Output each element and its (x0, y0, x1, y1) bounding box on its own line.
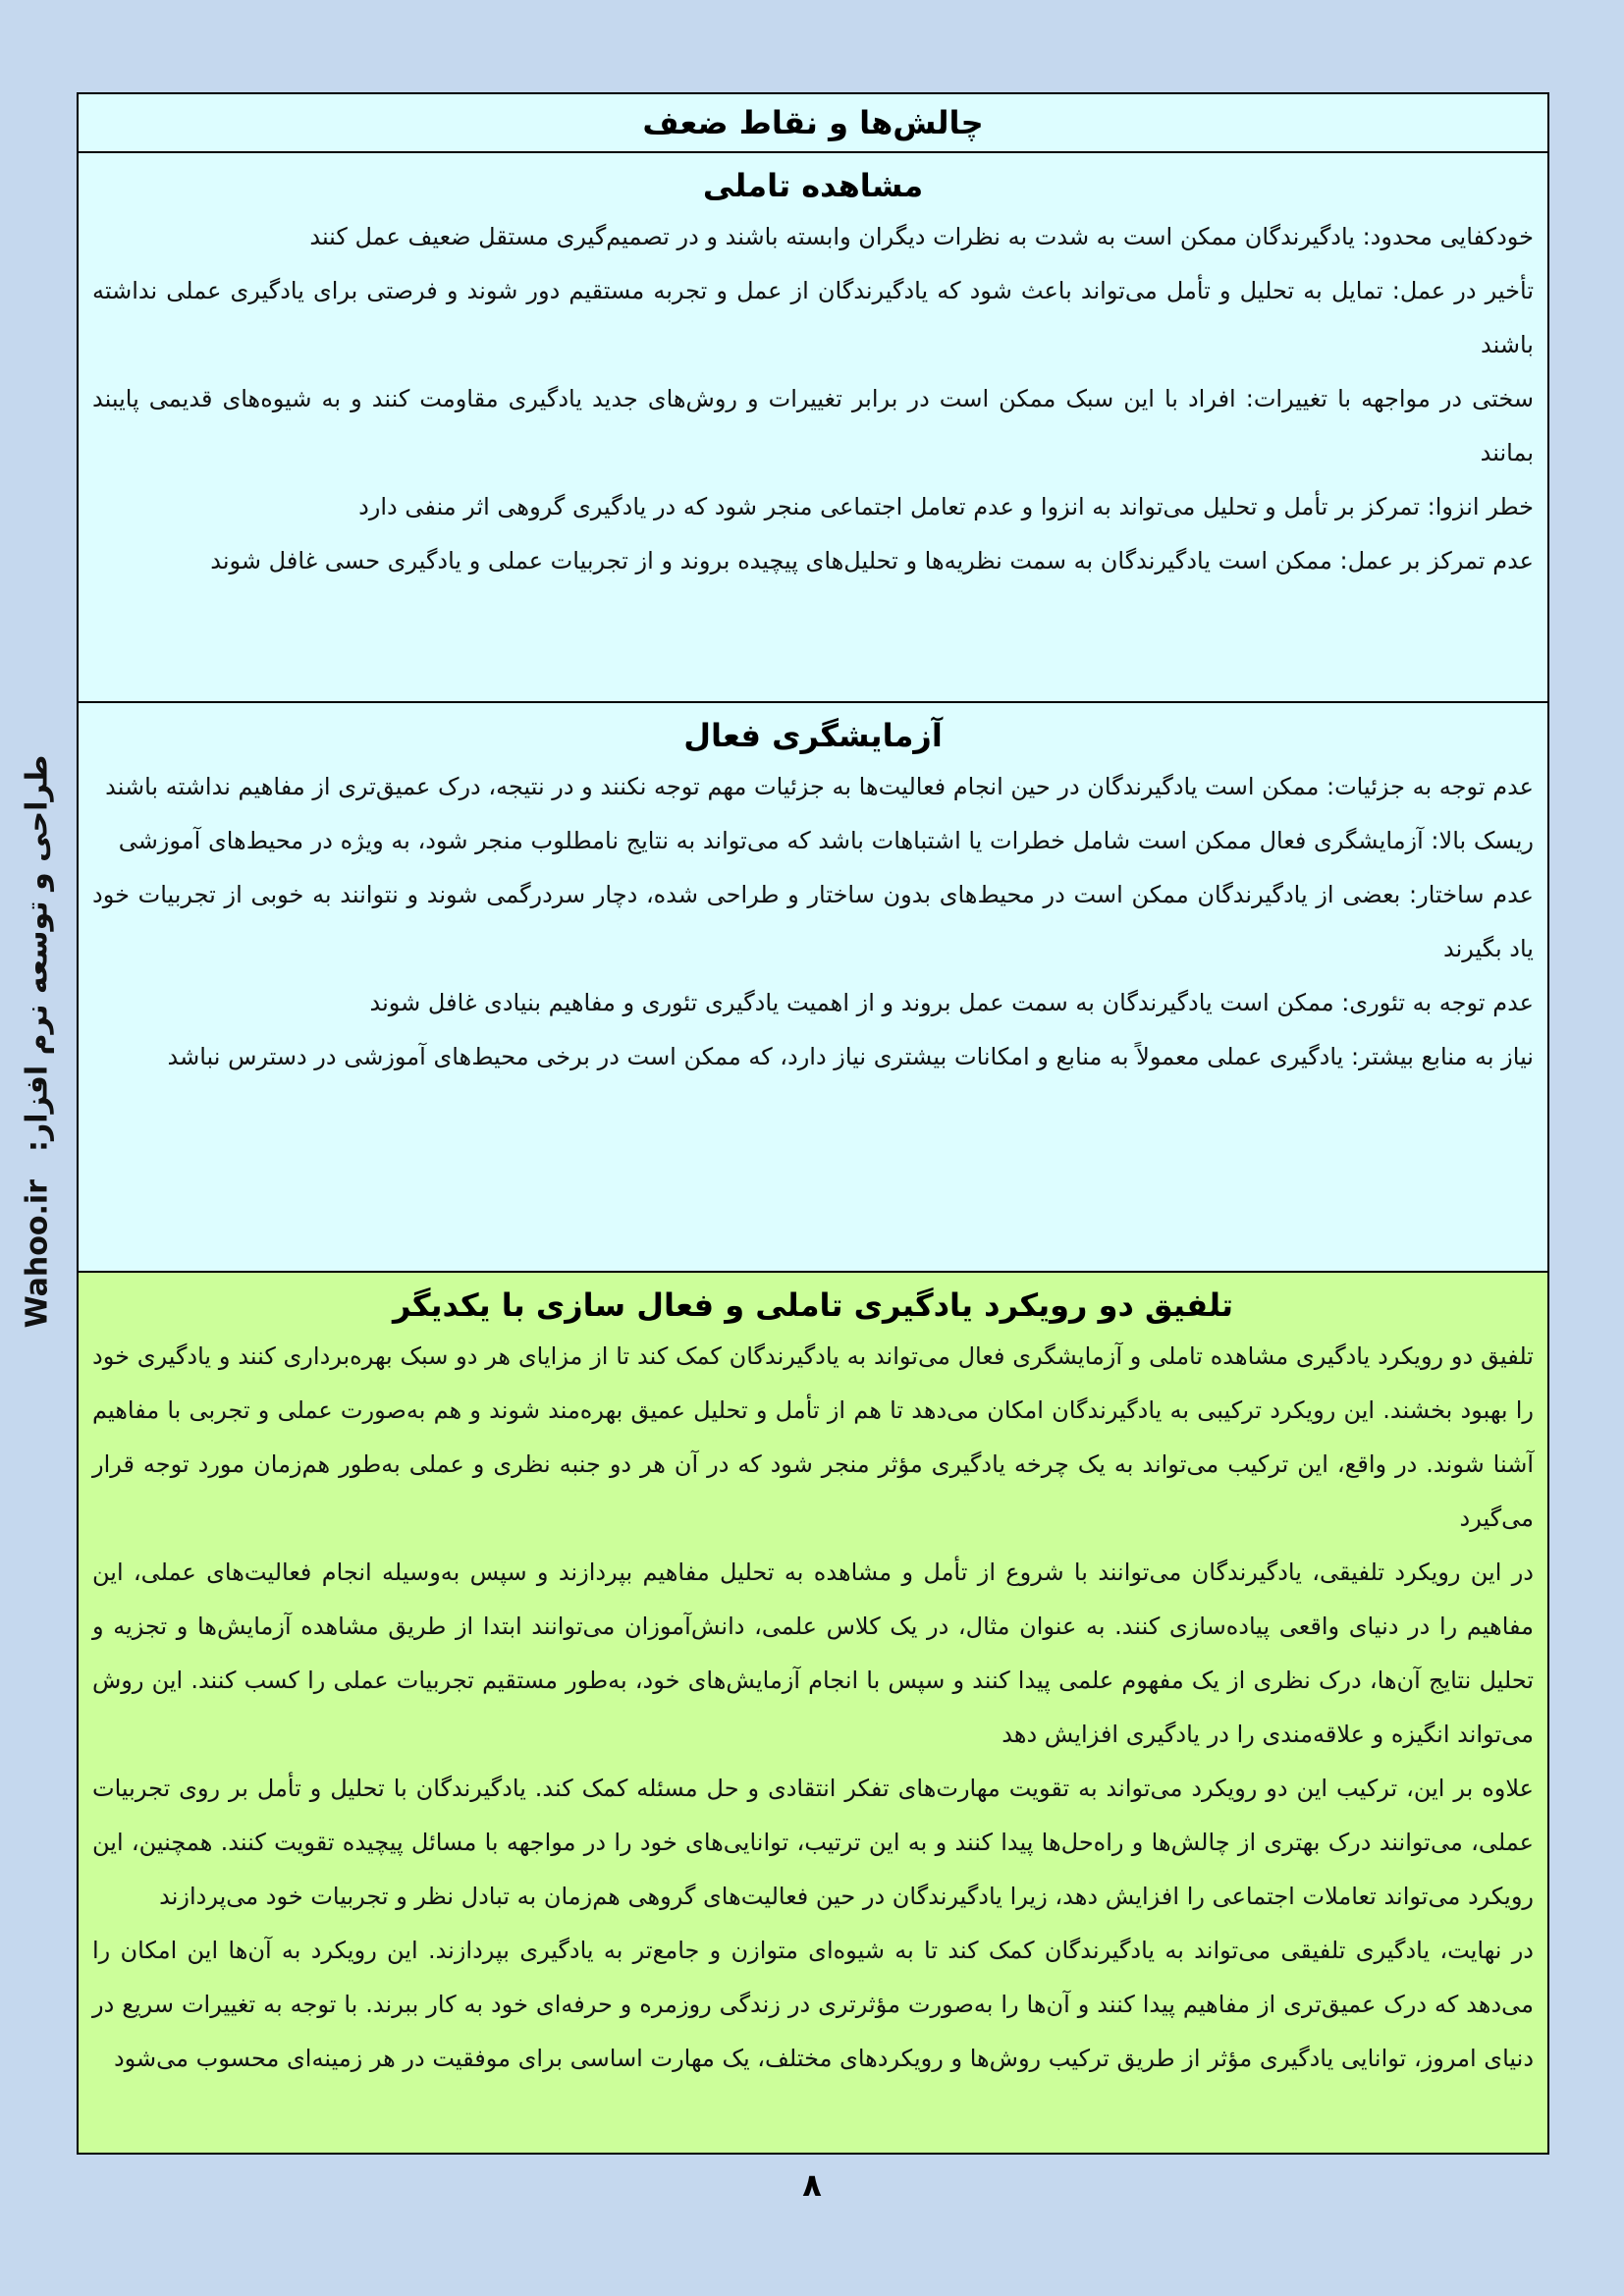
page-title: چالش‌ها و نقاط ضعف (642, 104, 984, 141)
paragraph: تلفیق دو رویکرد یادگیری مشاهده تاملی و آزمایشگری فعال می‌تواند به یادگیرندگان کمک کند تا از مزایای هر دو سبک بهره‌برداری کنند و یادگیری خود را بهبود بخشند. این رویکرد ترکیبی به یادگیرندگان امکان می‌دهد تا هم از تأمل و تحلیل عمیق بهره‌مند شوند و هم به‌صورت عملی و تجربی با مفاهیم آشنا شوند. در واقع، این ترکیب می‌تواند به یک چرخه یادگیری مؤثر منجر شود که در آن هر دو جنبه نظری و عملی به‌طور هم‌زمان مورد توجه قرار می‌گیرد (92, 1342, 1534, 1532)
list-item: تأخیر در عمل: تمایل به تحلیل و تأمل می‌تواند باعث شود که یادگیرندگان از عمل و تجربه مستقیم دور شوند و فرصتی برای یادگیری عملی نداشته باشند (92, 277, 1534, 358)
content-table (77, 92, 1549, 2155)
section-title: آزمایشگری فعال (683, 717, 943, 754)
section-title: تلفیق دو رویکرد یادگیری تاملی و فعال سازی با یکدیگر (392, 1286, 1234, 1324)
section-title: مشاهده تاملی (702, 167, 924, 204)
site-name: Wahoo.ir (20, 1178, 55, 1328)
list-item: نیاز به منابع بیشتر: یادگیری عملی معمولاً به منابع و امکانات بیشتری نیاز دارد، که ممکن است در برخی محیط‌های آموزشی در دسترس نباشد (167, 1043, 1534, 1070)
section-reflective-observation (79, 153, 1547, 703)
table-header (79, 94, 1547, 153)
list-item: ریسک بالا: آزمایشگری فعال ممکن است شامل خطرات یا اشتباهات باشد که می‌تواند به نتایج نامطلوب منجر شود، به ویژه در محیط‌های آموزشی (118, 827, 1534, 854)
list-item: عدم توجه به تئوری: ممکن است یادگیرندگان به سمت عمل بروند و از اهمیت یادگیری تئوری و مفاهیم بنیادی غافل شوند (369, 989, 1534, 1016)
paragraph: در این رویکرد تلفیقی، یادگیرندگان می‌توانند با شروع از تأمل و مشاهده به تحلیل مفاهیم بپردازند و سپس به‌وسیله انجام فعالیت‌های عملی، این مفاهیم را در دنیای واقعی پیاده‌سازی کنند. به عنوان مثال، در یک کلاس علمی، دانش‌آموزان می‌توانند ابتدا از طریق مشاهده آزمایش‌ها و تجزیه و تحلیل نتایج آن‌ها، درک نظری از یک مفهوم علمی پیدا کنند و سپس با انجام آزمایش‌های خود، به‌طور مستقیم تجربیات عملی را کسب کنند. این روش می‌تواند انگیزه و علاقه‌مندی را در یادگیری افزایش دهد (92, 1558, 1534, 1748)
paragraph: علاوه بر این، ترکیب این دو رویکرد می‌تواند به تقویت مهارت‌های تفکر انتقادی و حل مسئله کمک کند. یادگیرندگان با تحلیل و تأمل بر روی تجربیات عملی، می‌توانند درک بهتری از چالش‌ها و راه‌حل‌ها پیدا کنند و به این ترتیب، توانایی‌های خود را در مواجهه با مسائل پیچیده تقویت کنند. همچنین، این رویکرد می‌تواند تعاملات اجتماعی را افزایش دهد، زیرا یادگیرندگان در حین فعالیت‌های گروهی هم‌زمان به تبادل نظر و تجربیات خود می‌پردازند (92, 1775, 1534, 1910)
list-item: خودکفایی محدود: یادگیرندگان ممکن است به شدت به نظرات دیگران وابسته باشند و در تصمیم‌گیری مستقل ضعیف عمل کنند (309, 223, 1534, 250)
list-item: عدم تمرکز بر عمل: ممکن است یادگیرندگان به سمت نظریه‌ها و تحلیل‌های پیچیده بروند و از تجربیات عملی و یادگیری حسی غافل شوند (210, 547, 1534, 574)
section-integration (79, 1273, 1547, 2153)
side-caption: طراحی و توسعه نرم افزار: (20, 754, 55, 1152)
paragraph: در نهایت، یادگیری تلفیقی می‌تواند به یادگیرندگان کمک کند تا به شیوه‌ای متوازن و جامع‌تر به یادگیری بپردازند. این رویکرد به آن‌ها این امکان را می‌دهد که درک عمیق‌تری از مفاهیم پیدا کنند و آن‌ها را به‌صورت مؤثرتری در زندگی روزمره و حرفه‌ای خود به کار ببرند. با توجه به تغییرات سریع در دنیای امروز، توانایی یادگیری مؤثر از طریق ترکیب روش‌ها و رویکردهای مختلف، یک مهارت اساسی برای موفقیت در هر زمینه‌ای محسوب می‌شود (92, 1937, 1534, 2072)
list-item: عدم ساختار: بعضی از یادگیرندگان ممکن است در محیط‌های بدون ساختار و طراحی شده، دچار سردرگمی شوند و نتوانند به خوبی از تجربیات خود یاد بگیرند (92, 881, 1534, 962)
section-active-experimentation (79, 703, 1547, 1273)
list-item: سختی در مواجهه با تغییرات: افراد با این سبک ممکن است در برابر تغییرات و روش‌های جدید یادگیری مقاومت کنند و به شیوه‌های قدیمی پایبند بمانند (92, 385, 1534, 466)
list-item: عدم توجه به جزئیات: ممکن است یادگیرندگان در حین انجام فعالیت‌ها به جزئیات مهم توجه نکنند و در نتیجه، درک عمیق‌تری از مفاهیم نداشته باشند (105, 773, 1534, 800)
list-item: خطر انزوا: تمرکز بر تأمل و تحلیل می‌تواند به انزوا و عدم تعامل اجتماعی منجر شود که در یادگیری گروهی اثر منفی دارد (358, 493, 1534, 520)
page-number: ۸ (802, 2166, 822, 2204)
side-label (8, 754, 67, 1328)
